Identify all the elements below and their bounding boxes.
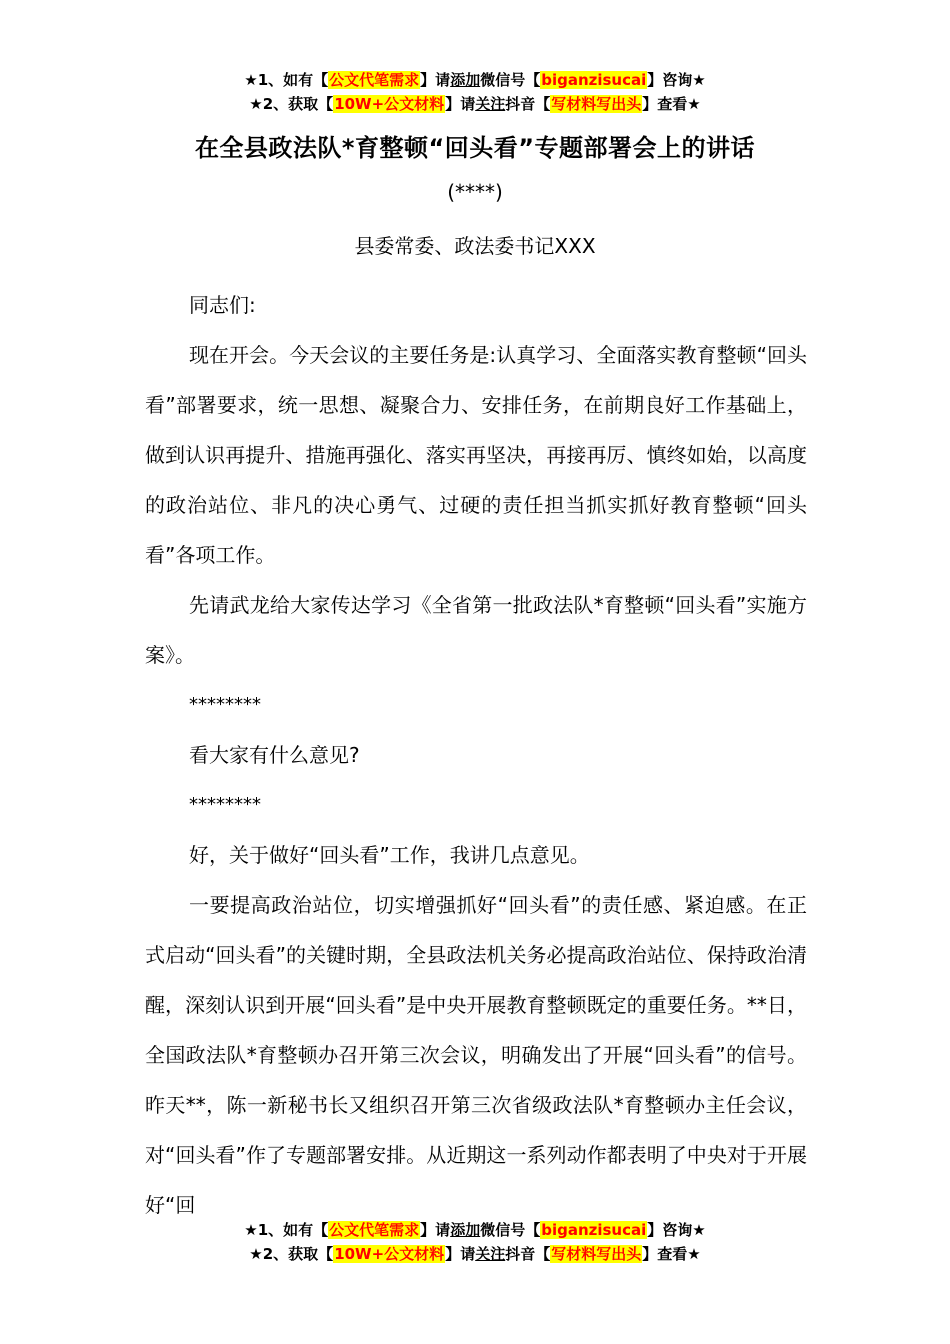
banner-line-2 <box>0 1242 950 1266</box>
banner-text: ★1、如有【 <box>244 1221 329 1239</box>
banner-highlight: 10W+公文材料 <box>334 1245 445 1263</box>
paragraph: 好，关于做好“回头看”工作，我讲几点意见。 <box>189 843 590 867</box>
banner-text: 】查看★ <box>642 1245 701 1263</box>
paragraph: 先请武龙给大家传达学习《全省第一批政法队*育整顿“回头看”实施方案》。 <box>145 593 807 667</box>
document-title: 在全县政法队*育整顿“回头看”专题部署会上的讲话 <box>194 134 756 162</box>
banner-line-2 <box>0 92 950 116</box>
banner-line-1 <box>0 1218 950 1242</box>
banner-text: 微信号【 <box>480 71 541 89</box>
paragraph: 同志们: <box>189 293 256 317</box>
banner-text: 】咨询★ <box>647 71 706 89</box>
paragraph: 现在开会。今天会议的主要任务是:认真学习、全面落实教育整顿“回头看”部署要求，统一思想、凝聚合力、安排任务，在前期良好工作基础上，做到认识再提升、措施再强化、落实再坚决，再接再厉、慎终如始，以高度的政治站位、非凡的决心勇气、过硬的责任担当抓实抓好教育整顿“回头看”各项工作。 <box>145 343 807 567</box>
banner-text: 】请 <box>420 1221 451 1239</box>
banner-text: ★2、获取【 <box>249 95 334 113</box>
banner-underline: 添加 <box>450 1221 481 1239</box>
banner-text: 】查看★ <box>642 95 701 113</box>
banner-highlight: 10W+公文材料 <box>334 95 445 113</box>
banner-text: 】请 <box>445 1245 476 1263</box>
banner-text: ★2、获取【 <box>249 1245 334 1263</box>
banner-text: 】请 <box>420 71 451 89</box>
banner-underline: 添加 <box>450 71 481 89</box>
banner-highlight: biganzisucai <box>541 1221 647 1239</box>
banner-text: 抖音【 <box>505 95 551 113</box>
banner-underline: 关注 <box>475 95 506 113</box>
document-body <box>145 280 807 1230</box>
paragraph-separator: ******** <box>189 794 261 815</box>
banner-line-1 <box>0 68 950 92</box>
banner-text: 】请 <box>445 95 476 113</box>
banner-highlight: 写材料写出头 <box>551 1245 642 1263</box>
bottom-banner <box>0 1218 950 1266</box>
banner-highlight: 公文代笔需求 <box>329 1221 420 1239</box>
paragraph: 看大家有什么意见? <box>189 743 360 767</box>
banner-text: 】咨询★ <box>647 1221 706 1239</box>
banner-highlight: 公文代笔需求 <box>329 71 420 89</box>
banner-highlight: biganzisucai <box>541 71 647 89</box>
top-banner <box>0 68 950 116</box>
banner-text: 微信号【 <box>480 1221 541 1239</box>
paragraph-separator: ******** <box>189 694 261 715</box>
banner-text: 抖音【 <box>505 1245 551 1263</box>
document-date: (****) <box>447 180 503 204</box>
document-author: 县委常委、政法委书记XXX <box>354 234 596 258</box>
banner-text: ★1、如有【 <box>244 71 329 89</box>
banner-highlight: 写材料写出头 <box>551 95 642 113</box>
paragraph: 一要提高政治站位，切实增强抓好“回头看”的责任感、紧迫感。在正式启动“回头看”的关键时期，全县政法机关务必提高政治站位、保持政治清醒，深刻认识到开展“回头看”是中央开展教育整顿既定的重要任务。**日，全国政法队*育整顿办召开第三次会议，明确发出了开展“回头看”的信号。昨天**，陈一新秘书长又组织召开第三次省级政法队*育整顿办主任会议，对“回头看”作了专题部署安排。从近期这一系列动作都表明了中央对于开展好“回 <box>145 893 807 1217</box>
banner-underline: 关注 <box>475 1245 506 1263</box>
